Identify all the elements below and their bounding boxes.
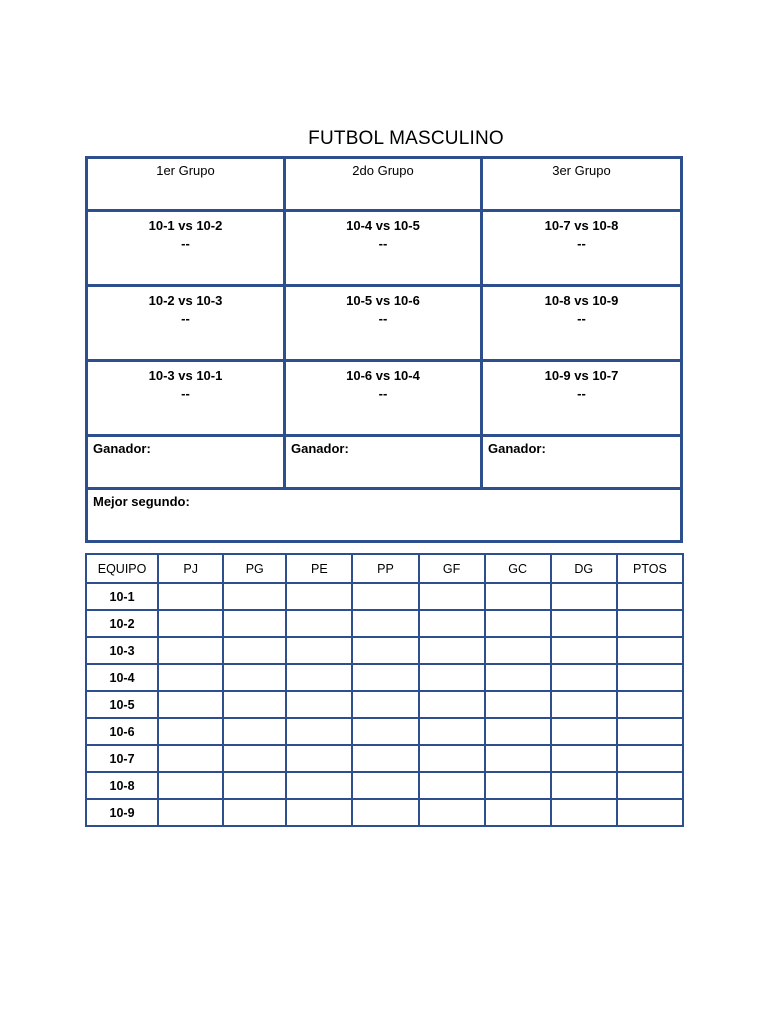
stat-cell bbox=[617, 718, 683, 745]
group-2-winner-label: Ganador: bbox=[285, 436, 482, 489]
table-row bbox=[86, 772, 683, 799]
stat-cell bbox=[551, 745, 617, 772]
stat-cell bbox=[158, 718, 223, 745]
team-name: 10-2 bbox=[86, 610, 158, 637]
stat-cell bbox=[286, 637, 352, 664]
stat-cell bbox=[158, 583, 223, 610]
stat-cell bbox=[352, 610, 418, 637]
table-row bbox=[86, 745, 683, 772]
standings-table bbox=[85, 553, 684, 827]
team-name: 10-5 bbox=[86, 691, 158, 718]
stat-cell bbox=[223, 610, 286, 637]
stat-cell bbox=[485, 637, 551, 664]
stat-cell bbox=[158, 799, 223, 826]
match-cell bbox=[285, 211, 482, 286]
match-label: 10-2 vs 10-3 bbox=[148, 293, 223, 308]
column-header-ptos: PTOS bbox=[617, 554, 683, 583]
stat-cell bbox=[419, 691, 485, 718]
stat-cell bbox=[419, 664, 485, 691]
group-1-header: 1er Grupo bbox=[87, 158, 285, 211]
table-row bbox=[86, 637, 683, 664]
stat-cell bbox=[551, 718, 617, 745]
stat-cell bbox=[352, 637, 418, 664]
stat-cell bbox=[419, 718, 485, 745]
stat-cell bbox=[617, 772, 683, 799]
match-result: -- bbox=[577, 386, 586, 401]
stat-cell bbox=[617, 583, 683, 610]
table-row bbox=[86, 583, 683, 610]
standings-header-row bbox=[86, 554, 683, 583]
stat-cell bbox=[419, 745, 485, 772]
stat-cell bbox=[551, 610, 617, 637]
stat-cell bbox=[286, 610, 352, 637]
stat-cell bbox=[617, 799, 683, 826]
stat-cell bbox=[485, 664, 551, 691]
stat-cell bbox=[286, 745, 352, 772]
stat-cell bbox=[286, 583, 352, 610]
stat-cell bbox=[223, 664, 286, 691]
group-1-winner-label: Ganador: bbox=[87, 436, 285, 489]
match-row bbox=[87, 211, 682, 286]
stat-cell bbox=[551, 691, 617, 718]
group-3-header: 3er Grupo bbox=[482, 158, 682, 211]
stat-cell bbox=[223, 718, 286, 745]
stat-cell bbox=[485, 772, 551, 799]
match-cell bbox=[87, 211, 285, 286]
stat-cell bbox=[352, 745, 418, 772]
stat-cell bbox=[352, 664, 418, 691]
stat-cell bbox=[223, 691, 286, 718]
stat-cell bbox=[485, 745, 551, 772]
match-result: -- bbox=[378, 311, 388, 326]
stat-cell bbox=[485, 718, 551, 745]
team-name: 10-9 bbox=[86, 799, 158, 826]
match-label: 10-8 vs 10-9 bbox=[544, 293, 619, 308]
match-label: 10-6 vs 10-4 bbox=[346, 368, 420, 383]
group-2-header: 2do Grupo bbox=[285, 158, 482, 211]
match-row bbox=[87, 361, 682, 436]
column-header-pj: PJ bbox=[158, 554, 223, 583]
match-label: 10-1 vs 10-2 bbox=[148, 218, 223, 233]
match-row bbox=[87, 286, 682, 361]
table-row bbox=[86, 799, 683, 826]
stat-cell bbox=[352, 691, 418, 718]
stat-cell bbox=[286, 718, 352, 745]
stat-cell bbox=[352, 799, 418, 826]
stat-cell bbox=[286, 772, 352, 799]
column-header-pe: PE bbox=[286, 554, 352, 583]
match-result: -- bbox=[181, 386, 190, 401]
stat-cell bbox=[158, 691, 223, 718]
table-row bbox=[86, 664, 683, 691]
stat-cell bbox=[617, 745, 683, 772]
groups-header-row bbox=[87, 158, 682, 211]
match-label: 10-4 vs 10-5 bbox=[346, 218, 420, 233]
stat-cell bbox=[485, 583, 551, 610]
match-result: -- bbox=[181, 236, 190, 251]
column-header-pp: PP bbox=[352, 554, 418, 583]
stat-cell bbox=[617, 691, 683, 718]
stat-cell bbox=[223, 745, 286, 772]
stat-cell bbox=[551, 772, 617, 799]
stat-cell bbox=[419, 610, 485, 637]
stat-cell bbox=[485, 691, 551, 718]
team-name: 10-3 bbox=[86, 637, 158, 664]
stat-cell bbox=[485, 799, 551, 826]
column-header-equipo: EQUIPO bbox=[86, 554, 158, 583]
match-cell bbox=[285, 286, 482, 361]
stat-cell bbox=[617, 610, 683, 637]
best-second-row bbox=[87, 489, 682, 542]
stat-cell bbox=[485, 610, 551, 637]
stat-cell bbox=[158, 772, 223, 799]
match-cell bbox=[87, 361, 285, 436]
group-3-winner-label: Ganador: bbox=[482, 436, 682, 489]
stat-cell bbox=[352, 718, 418, 745]
match-label: 10-3 vs 10-1 bbox=[148, 368, 223, 383]
stat-cell bbox=[551, 664, 617, 691]
stat-cell bbox=[158, 745, 223, 772]
match-result: -- bbox=[378, 236, 388, 251]
team-name: 10-8 bbox=[86, 772, 158, 799]
stat-cell bbox=[617, 637, 683, 664]
match-result: -- bbox=[378, 386, 388, 401]
table-row bbox=[86, 610, 683, 637]
table-row bbox=[86, 718, 683, 745]
stat-cell bbox=[223, 637, 286, 664]
match-cell bbox=[285, 361, 482, 436]
stat-cell bbox=[223, 583, 286, 610]
column-header-pg: PG bbox=[223, 554, 286, 583]
stat-cell bbox=[352, 772, 418, 799]
stat-cell bbox=[419, 637, 485, 664]
match-result: -- bbox=[577, 311, 586, 326]
stat-cell bbox=[286, 664, 352, 691]
match-cell bbox=[482, 286, 682, 361]
best-second-label: Mejor segundo: bbox=[87, 489, 682, 542]
stat-cell bbox=[223, 799, 286, 826]
match-label: 10-9 vs 10-7 bbox=[544, 368, 619, 383]
stat-cell bbox=[223, 772, 286, 799]
stat-cell bbox=[352, 583, 418, 610]
stat-cell bbox=[158, 637, 223, 664]
column-header-dg: DG bbox=[551, 554, 617, 583]
match-cell bbox=[482, 211, 682, 286]
stat-cell bbox=[419, 772, 485, 799]
stat-cell bbox=[286, 799, 352, 826]
column-header-gf: GF bbox=[419, 554, 485, 583]
match-label: 10-5 vs 10-6 bbox=[346, 293, 420, 308]
page-title: FUTBOL MASCULINO bbox=[308, 128, 504, 149]
team-name: 10-4 bbox=[86, 664, 158, 691]
stat-cell bbox=[617, 664, 683, 691]
stat-cell bbox=[551, 583, 617, 610]
winner-row bbox=[87, 436, 682, 489]
match-result: -- bbox=[577, 236, 586, 251]
match-label: 10-7 vs 10-8 bbox=[544, 218, 619, 233]
table-row bbox=[86, 691, 683, 718]
match-result: -- bbox=[181, 311, 190, 326]
stat-cell bbox=[551, 799, 617, 826]
groups-table bbox=[85, 156, 683, 543]
stat-cell bbox=[419, 799, 485, 826]
team-name: 10-6 bbox=[86, 718, 158, 745]
team-name: 10-1 bbox=[86, 583, 158, 610]
match-cell bbox=[482, 361, 682, 436]
match-cell bbox=[87, 286, 285, 361]
stat-cell bbox=[158, 664, 223, 691]
stat-cell bbox=[286, 691, 352, 718]
column-header-gc: GC bbox=[485, 554, 551, 583]
stat-cell bbox=[551, 637, 617, 664]
stat-cell bbox=[419, 583, 485, 610]
team-name: 10-7 bbox=[86, 745, 158, 772]
stat-cell bbox=[158, 610, 223, 637]
